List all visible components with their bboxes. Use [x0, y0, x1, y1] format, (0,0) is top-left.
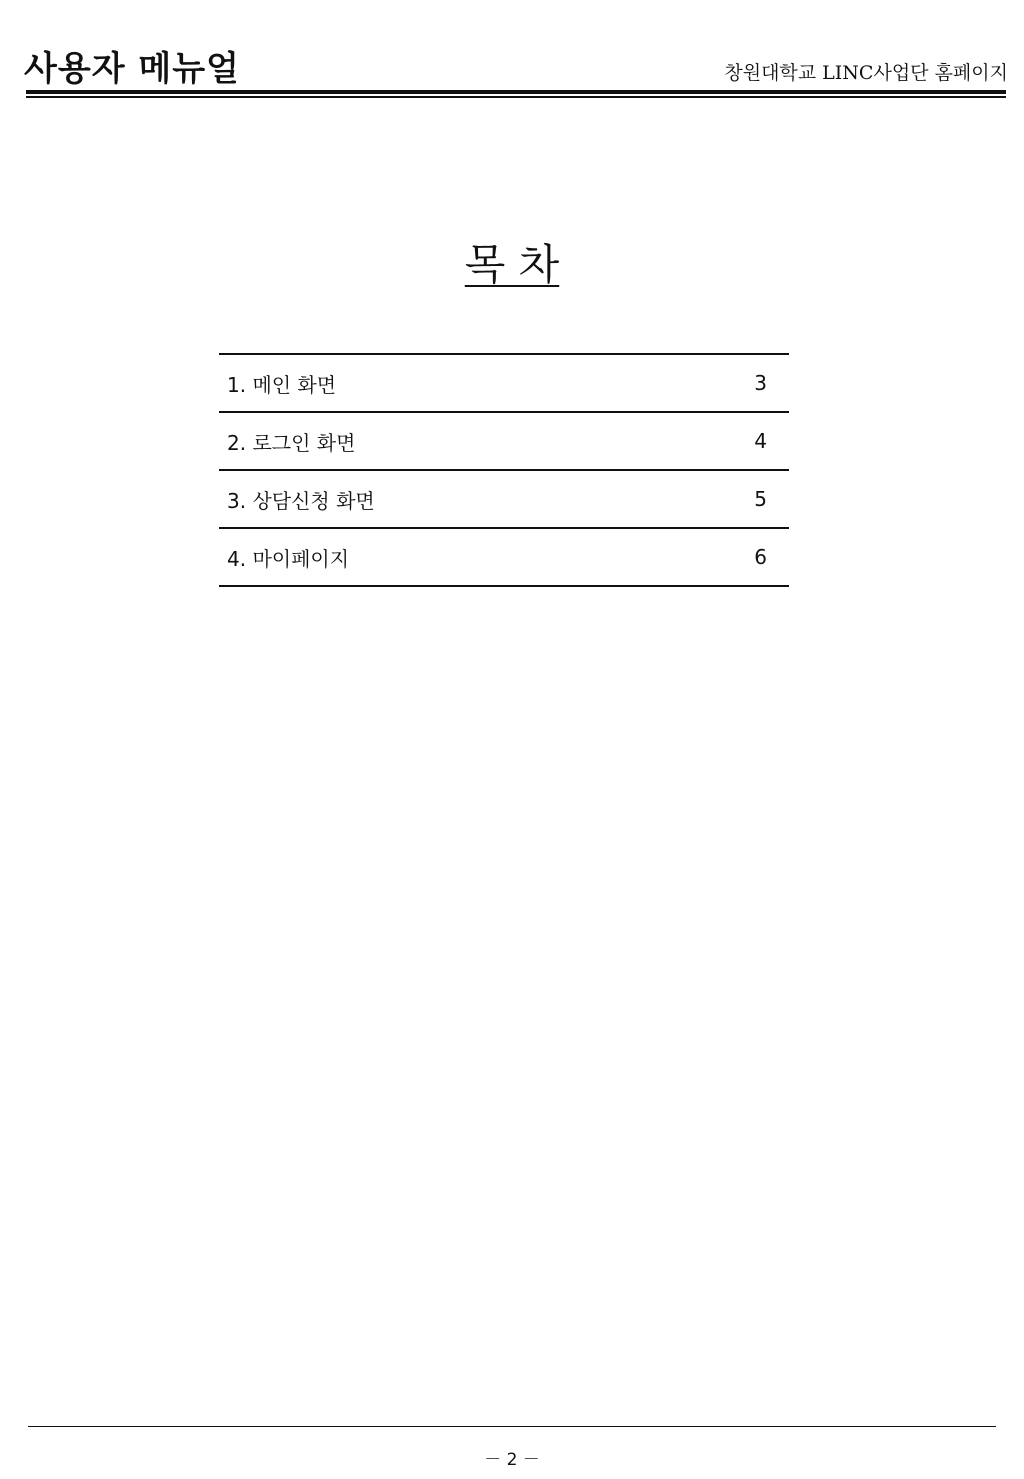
header-divider-thick	[26, 90, 1006, 94]
toc-entry-label: 1. 메인 화면	[227, 372, 337, 397]
header-divider-thin	[26, 96, 1006, 98]
page-number: － 2 －	[484, 1450, 540, 1470]
toc-entry-label: 4. 마이페이지	[227, 546, 350, 571]
toc-entry-page: 3	[754, 371, 767, 395]
toc-entry-page: 6	[754, 545, 767, 569]
toc-row[interactable]	[219, 529, 789, 587]
organization-name: 창원대학교 LINC사업단 홈페이지	[724, 62, 1008, 84]
toc-row[interactable]	[219, 355, 789, 413]
toc-heading-text: 목 차	[464, 240, 560, 289]
footer-divider	[28, 1426, 996, 1427]
toc-row[interactable]	[219, 413, 789, 471]
toc-entry-label: 2. 로그인 화면	[227, 430, 356, 455]
manual-title: 사용자 메뉴얼	[24, 49, 240, 89]
toc-entry-page: 5	[754, 487, 767, 511]
toc-entry-page: 4	[754, 429, 767, 453]
toc-heading	[0, 236, 1024, 294]
toc-entry-label: 3. 상담신청 화면	[227, 488, 375, 513]
toc-row[interactable]	[219, 471, 789, 529]
toc-table	[219, 353, 789, 587]
